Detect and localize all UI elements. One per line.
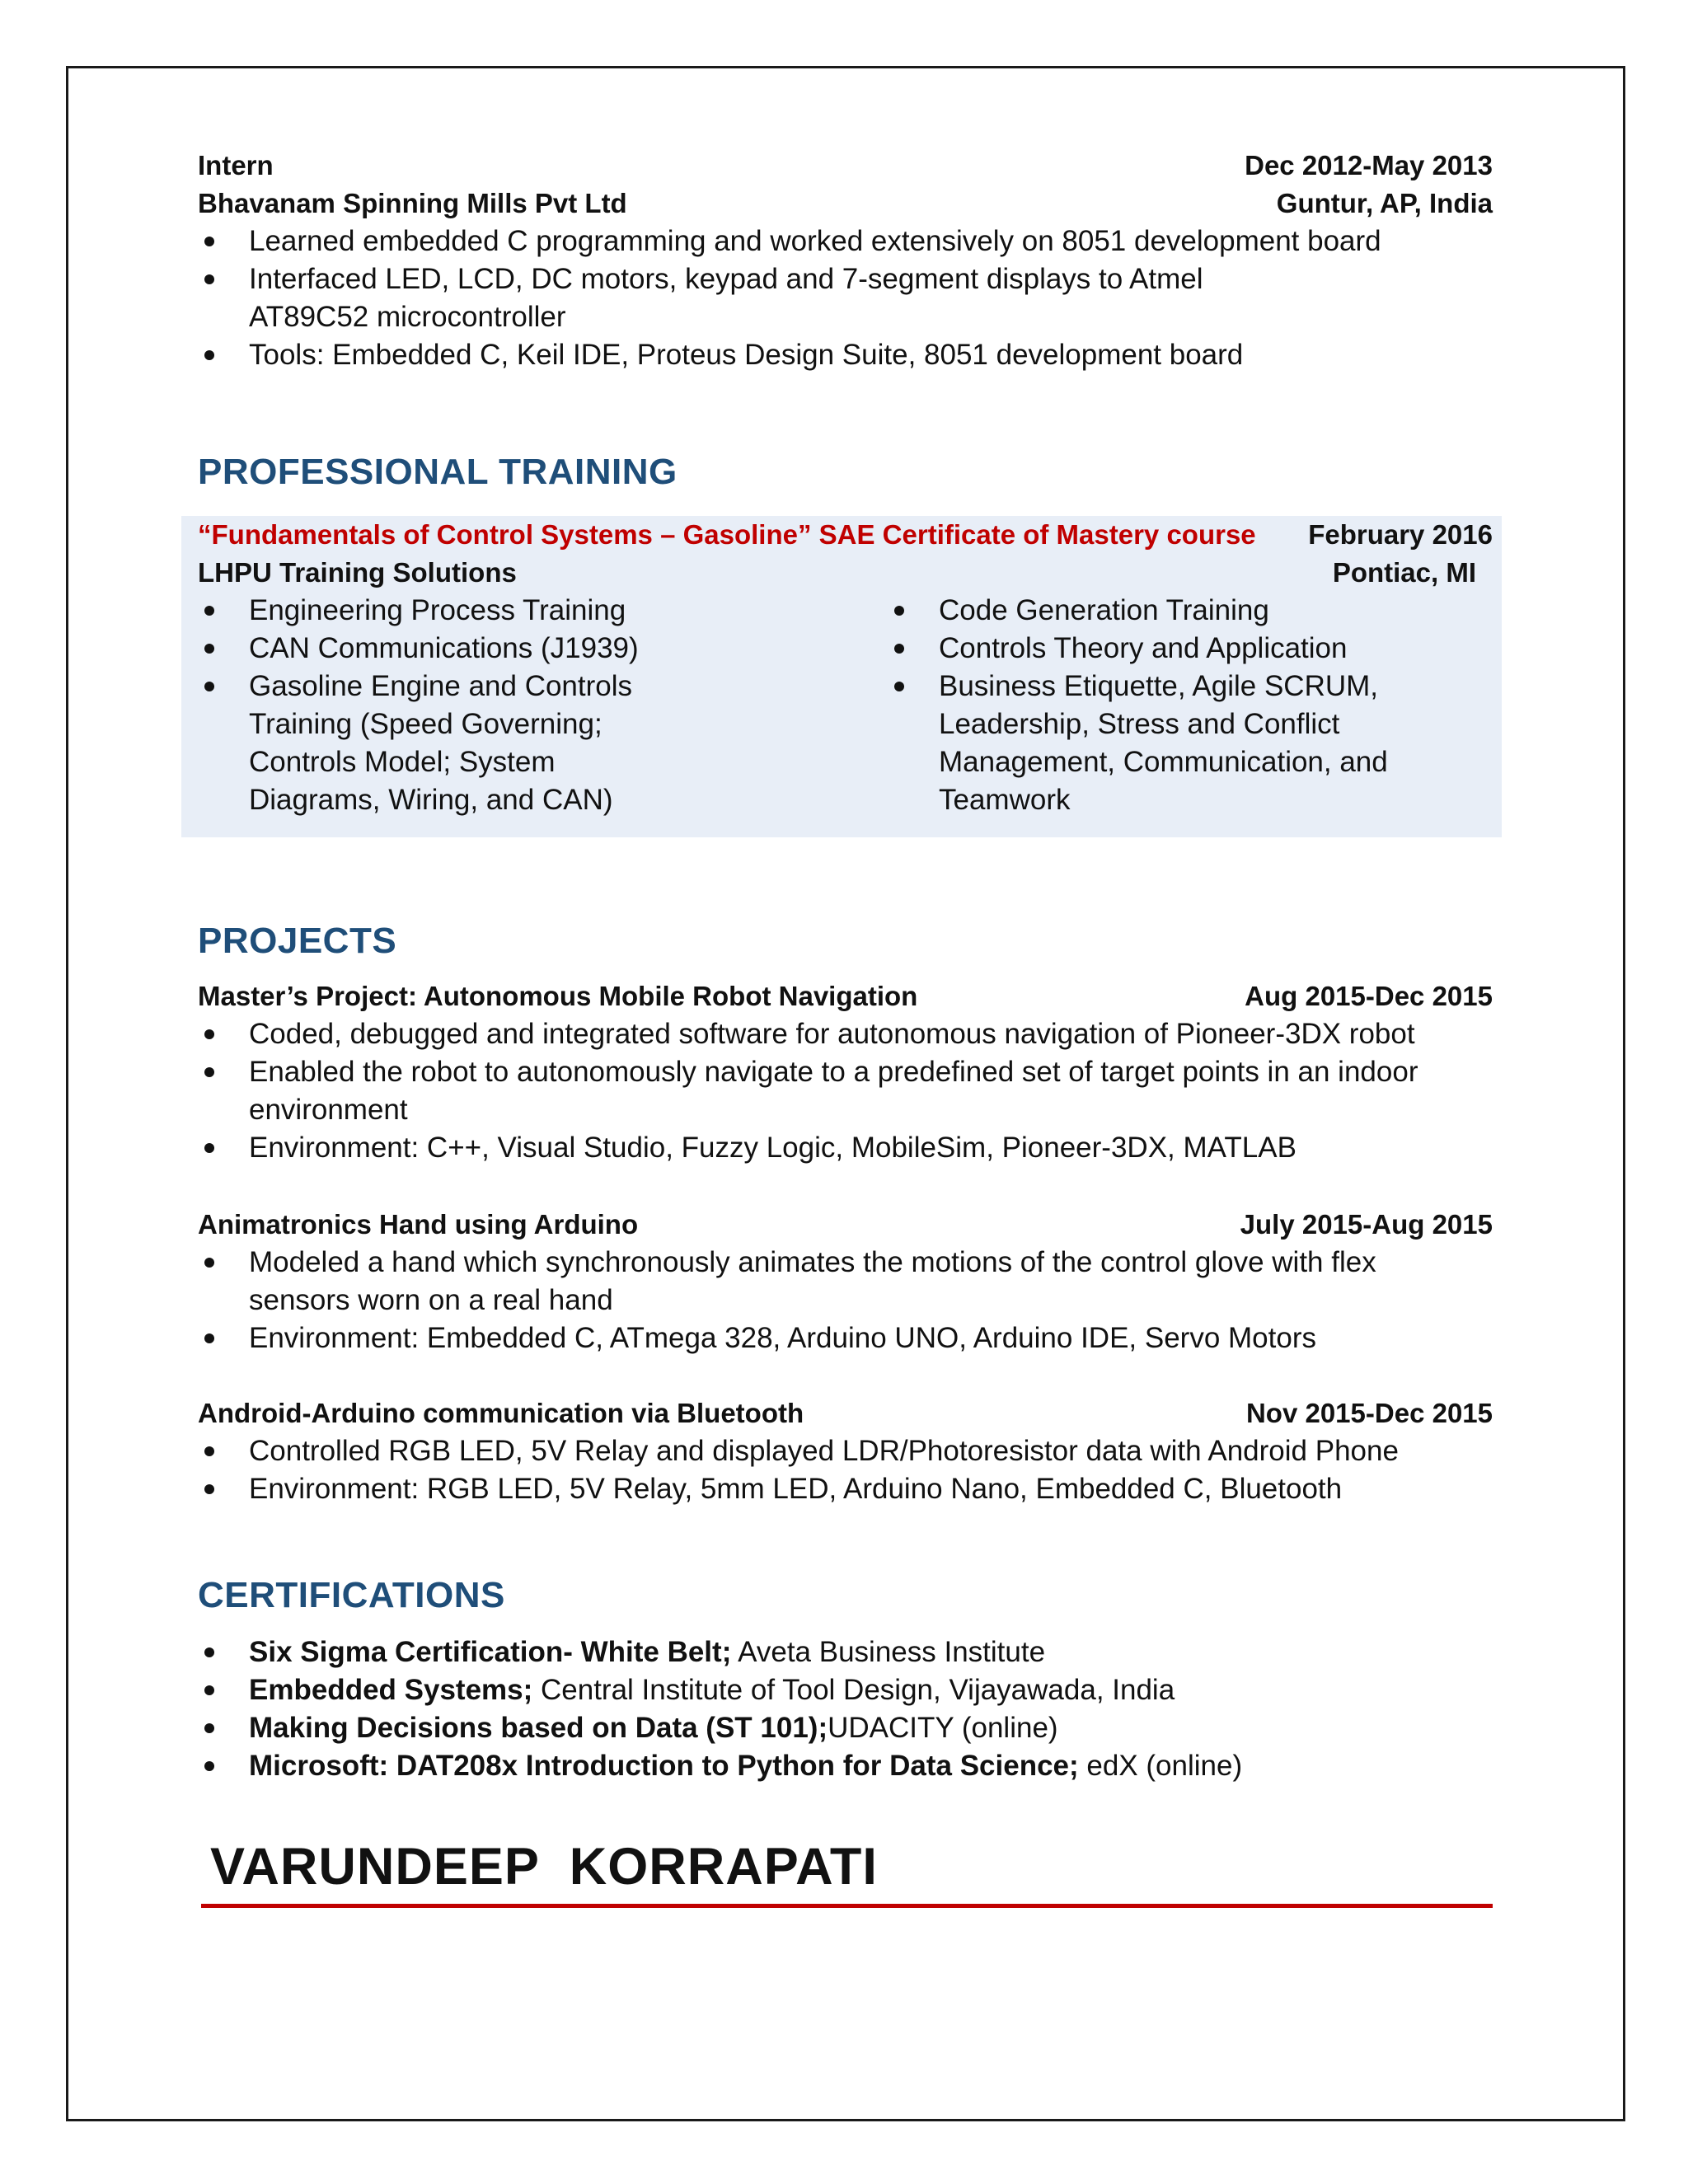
project-dates: Nov 2015-Dec 2015 <box>1245 1398 1493 1428</box>
cert-issuer: Aveta Business Institute <box>731 1636 1046 1668</box>
internship-entry <box>198 147 1493 374</box>
certifications-entry <box>198 1633 1493 1785</box>
name-underline <box>201 1904 1493 1908</box>
project-header <box>198 1394 1493 1432</box>
cert-name: Making Decisions based on Data (ST 101); <box>249 1712 828 1744</box>
certifications-list <box>198 1633 1493 1785</box>
list-item: Business Etiquette, Agile SCRUM, Leadership, Stress and Conflict Management, Communication, and Teamwork <box>888 668 1415 819</box>
project-bullets <box>198 1015 1493 1167</box>
list-item: Learned embedded C programming and worked extensively on 8051 development board <box>198 223 1493 260</box>
section-heading-training: PROFESSIONAL TRAINING <box>198 452 678 492</box>
list-item: CAN Communications (J1939) <box>198 630 888 668</box>
internship-header <box>198 147 1493 185</box>
course-title: “Fundamentals of Control Systems – Gasoline” SAE Certificate of Mastery course <box>198 519 1256 550</box>
project-title: Master’s Project: Autonomous Mobile Robot Navigation <box>198 981 918 1011</box>
training-provider-row <box>198 554 1493 592</box>
internship-company-row <box>198 185 1493 223</box>
training-topics-right <box>888 592 1493 819</box>
project-title: Android-Arduino communication via Bluetooth <box>198 1398 804 1428</box>
list-item <box>198 1747 1493 1785</box>
list-item: Environment: C++, Visual Studio, Fuzzy Logic, MobileSim, Pioneer-3DX, MATLAB <box>198 1129 1493 1167</box>
list-item: Environment: Embedded C, ATmega 328, Arduino UNO, Arduino IDE, Servo Motors <box>198 1319 1493 1357</box>
list-item <box>198 1671 1493 1709</box>
list-item: Coded, debugged and integrated software for autonomous navigation of Pioneer-3DX robot <box>198 1015 1493 1053</box>
project-bullets <box>198 1432 1493 1508</box>
list-item: Enabled the robot to autonomously navigate to a predefined set of target points in an indoor environment <box>198 1053 1442 1129</box>
cert-issuer: UDACITY (online) <box>828 1712 1058 1744</box>
list-item <box>198 1709 1493 1747</box>
list-item: Interfaced LED, LCD, DC motors, keypad and 7-segment displays to Atmel AT89C52 microcontroller <box>198 260 1327 336</box>
list-item <box>198 1633 1493 1671</box>
training-course-row <box>198 516 1493 554</box>
training-entry <box>198 516 1493 819</box>
section-heading-certifications: CERTIFICATIONS <box>198 1575 505 1615</box>
training-provider: LHPU Training Solutions <box>198 557 517 588</box>
section-heading-projects: PROJECTS <box>198 921 397 961</box>
project-header <box>198 977 1493 1015</box>
list-item: Engineering Process Training <box>198 592 888 630</box>
project-title: Animatronics Hand using Arduino <box>198 1209 639 1240</box>
course-date: February 2016 <box>1308 519 1493 550</box>
cert-issuer: Central Institute of Tool Design, Vijayawada, India <box>532 1674 1175 1706</box>
training-topics <box>198 592 1493 819</box>
cert-name: Six Sigma Certification- White Belt; <box>249 1636 732 1668</box>
internship-bullets <box>198 223 1493 374</box>
project-dates: July 2015-Aug 2015 <box>1240 1209 1493 1240</box>
list-item: Controlled RGB LED, 5V Relay and displayed LDR/Photoresistor data with Android Phone <box>198 1432 1493 1470</box>
project-bullets <box>198 1244 1493 1357</box>
job-dates: Dec 2012-May 2013 <box>1245 150 1493 180</box>
job-title: Intern <box>198 150 274 180</box>
candidate-name: VARUNDEEP KORRAPATI <box>210 1838 878 1896</box>
training-topics-left <box>198 592 888 819</box>
list-item: Modeled a hand which synchronously animates the motions of the control glove with flex sensors worn on a real hand <box>198 1244 1385 1319</box>
cert-issuer: edX (online) <box>1078 1750 1243 1782</box>
company-name: Bhavanam Spinning Mills Pvt Ltd <box>198 188 627 218</box>
cert-name: Embedded Systems; <box>249 1674 533 1706</box>
project-entry <box>198 1206 1493 1357</box>
project-entry <box>198 977 1493 1167</box>
list-item: Code Generation Training <box>888 592 1493 630</box>
list-item: Controls Theory and Application <box>888 630 1493 668</box>
list-item: Gasoline Engine and Controls Training (Speed Governing; Controls Model; System Diagrams, Wiring, and CAN) <box>198 668 692 819</box>
list-item: Environment: RGB LED, 5V Relay, 5mm LED, Arduino Nano, Embedded C, Bluetooth <box>198 1470 1493 1508</box>
company-location: Guntur, AP, India <box>1276 188 1493 218</box>
project-entry <box>198 1394 1493 1508</box>
cert-name: Microsoft: DAT208x Introduction to Python for Data Science; <box>249 1750 1079 1782</box>
list-item: Tools: Embedded C, Keil IDE, Proteus Design Suite, 8051 development board <box>198 336 1493 374</box>
project-header <box>198 1206 1493 1244</box>
project-dates: Aug 2015-Dec 2015 <box>1245 981 1493 1011</box>
training-location: Pontiac, MI <box>1332 557 1476 588</box>
